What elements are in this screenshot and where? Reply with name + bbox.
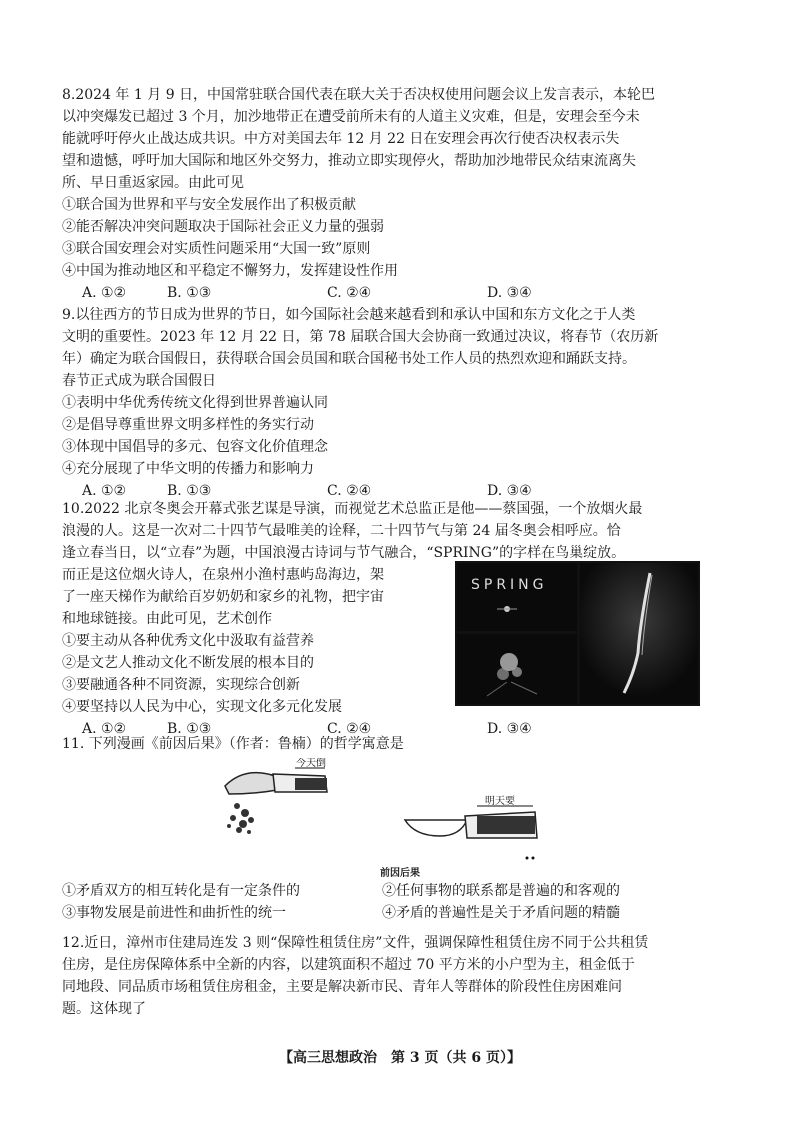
q8-stem-line: 以冲突爆发已超过 3 个月，加沙地带正在遭受前所未有的人道主义灾难，但是，安理会至今未: [62, 109, 640, 125]
q9-stem-line: 年）确定为联合国假日，获得联合国会员国和联合国秘书处工作人员的热烈欢迎和踊跃支持。: [62, 351, 636, 367]
q10-option: ④要坚持以人民为中心，实现文化多元化发展: [62, 699, 342, 715]
q11-stem: 11. 下列漫画《前因后果》（作者：鲁楠）的哲学寓意是: [62, 736, 404, 752]
q9-stem-line: 文明的重要性。2023 年 12 月 22 日，第 78 届联合国大会协商一致通过决议，将春节（农历新: [62, 329, 659, 345]
q11-option: ③事物发展是前进性和曲折性的统一: [62, 905, 286, 921]
q10-choice-a: A. ①②: [82, 721, 127, 737]
question-8: [62, 84, 702, 304]
q10-stem-line: 和地球链接。由此可见，艺术创作: [62, 611, 272, 627]
question-11: [62, 733, 702, 755]
q9-option: ③体现中国倡导的多元、包容文化价值理念: [62, 439, 328, 455]
q8-stem-line: 望和遗憾，呼吁加大国际和地区外交努力，推动立即实现停火，帮助加沙地带民众结束流离失: [62, 153, 636, 169]
q8-option: ①联合国为世界和平与安全发展作出了积极贡献: [62, 197, 356, 213]
cartoon-caption: 前因后果: [380, 868, 420, 879]
cartoon-label-tomorrow: 明天要: [485, 796, 515, 807]
q9-stem-line: 春节正式成为联合国假日: [62, 373, 216, 389]
q8-stem-line: 所、早日重返家园。由此可见: [62, 175, 244, 191]
q8-choice-a: A. ①②: [82, 285, 127, 301]
q8-stem-line: 能就呼吁停火止战达成共识。中方对美国去年 12 月 22 日在安理会再次行使否决权表示失: [62, 131, 620, 147]
q9-option: ①表明中华优秀传统文化得到世界普遍认同: [62, 395, 328, 411]
q10-choice-d: D. ③④: [487, 721, 532, 737]
q10-stem-line: 10.2022 北京冬奥会开幕式张艺谋是导演，而视觉艺术总监正是他——蔡国强，一个放烟火最: [62, 501, 643, 517]
question-12: [62, 932, 702, 1020]
q10-stem-line: 而正是这位烟火诗人，在泉州小渔村惠屿岛海边，架: [62, 567, 384, 583]
q10-stem-line: 浪漫的人。这是一次对二十四节气最唯美的诠释，二十四节气与第 24 届冬奥会相呼应。恰: [62, 523, 621, 539]
photo-sky-ladder: [580, 563, 698, 704]
photo-firework-bloom: [457, 634, 577, 704]
q10-option: ③要融通各种不同资源，实现综合创新: [62, 677, 300, 693]
q8-option: ④中国为推动地区和平稳定不懈努力，发挥建设性作用: [62, 263, 398, 279]
q10-stem-line: 逢立春当日，以“立春”为题，中国浪漫古诗词与节气融合，“SPRING”的字样在鸟巢绽放。: [62, 545, 626, 561]
question-9: [62, 304, 702, 502]
page-footer: 【高三思想政治 第 3 页（共 6 页）】: [279, 1050, 521, 1066]
q9-choice-a: A. ①②: [82, 483, 127, 499]
cartoon-cause-effect: [215, 758, 545, 868]
q12-stem-line: 住房，是住房保障体系中全新的内容，以建筑面积不超过 70 平方米的小户型为主，租金低于: [62, 957, 635, 973]
question-11-options: [62, 880, 702, 924]
q12-stem-line: 同地段、同品质市场租赁住房租金，主要是解决新市民、青年人等群体的阶段性住房困难问: [62, 979, 622, 995]
q8-option: ②能否解决冲突问题取决于国际社会正义力量的强弱: [62, 219, 384, 235]
q12-stem-line: 12.近日，漳州市住建局连发 3 则“保障性租赁住房”文件，强调保障性租赁住房不同于公共租赁: [62, 935, 649, 951]
spring-photo-label: SPRING: [471, 577, 548, 593]
q10-photo-grid: [455, 561, 700, 706]
q9-option: ④充分展现了中华文明的传播力和影响力: [62, 461, 314, 477]
q8-choice-c: C. ②④: [327, 285, 372, 301]
firework-icon: [457, 563, 577, 631]
q9-stem-line: 9.以往西方的节日成为世界的节日，如今国际社会越来越看到和承认中国和东方文化之于人类: [62, 307, 636, 323]
q10-option: ①要主动从各种优秀文化中汲取有益营养: [62, 633, 314, 649]
q8-choice-d: D. ③④: [487, 285, 532, 301]
q11-option: ④矛盾的普遍性是关于矛盾问题的精髓: [382, 905, 620, 921]
q8-option: ③联合国安理会对实质性问题采用“大国一致”原则: [62, 241, 371, 257]
q10-choice-b: B. ①③: [167, 721, 212, 737]
q10-choice-c: C. ②④: [327, 721, 372, 737]
q11-option: ①矛盾双方的相互转化是有一定条件的: [62, 883, 300, 899]
q9-choice-d: D. ③④: [487, 483, 532, 499]
q8-choice-b: B. ①③: [167, 285, 212, 301]
q9-choice-c: C. ②④: [327, 483, 372, 499]
q9-choice-b: B. ①③: [167, 483, 212, 499]
q11-options-row-1: [62, 880, 702, 902]
q11-option: ②任何事物的联系都是普遍的和客观的: [382, 883, 620, 899]
q8-stem-line: 8.2024 年 1 月 9 日，中国常驻联合国代表在联大关于否决权使用问题会议上发言表示，本轮巴: [62, 87, 656, 103]
firework-bloom-icon: [457, 634, 577, 704]
q12-stem-line: 题。这体现了: [62, 1001, 146, 1017]
q8-choices: [62, 282, 662, 304]
cartoon-label-today: 今天倒: [296, 758, 326, 769]
sky-ladder-icon: [580, 563, 698, 704]
photo-spring-text: [457, 563, 577, 631]
q10-stem-line: 了一座天梯作为献给百岁奶奶和家乡的礼物，把宇宙: [62, 589, 384, 605]
q11-options-row-2: [62, 902, 702, 924]
q10-option: ②是文艺人推动文化不断发展的根本目的: [62, 655, 314, 671]
q9-option: ②是倡导尊重世界文明多样性的务实行动: [62, 417, 314, 433]
